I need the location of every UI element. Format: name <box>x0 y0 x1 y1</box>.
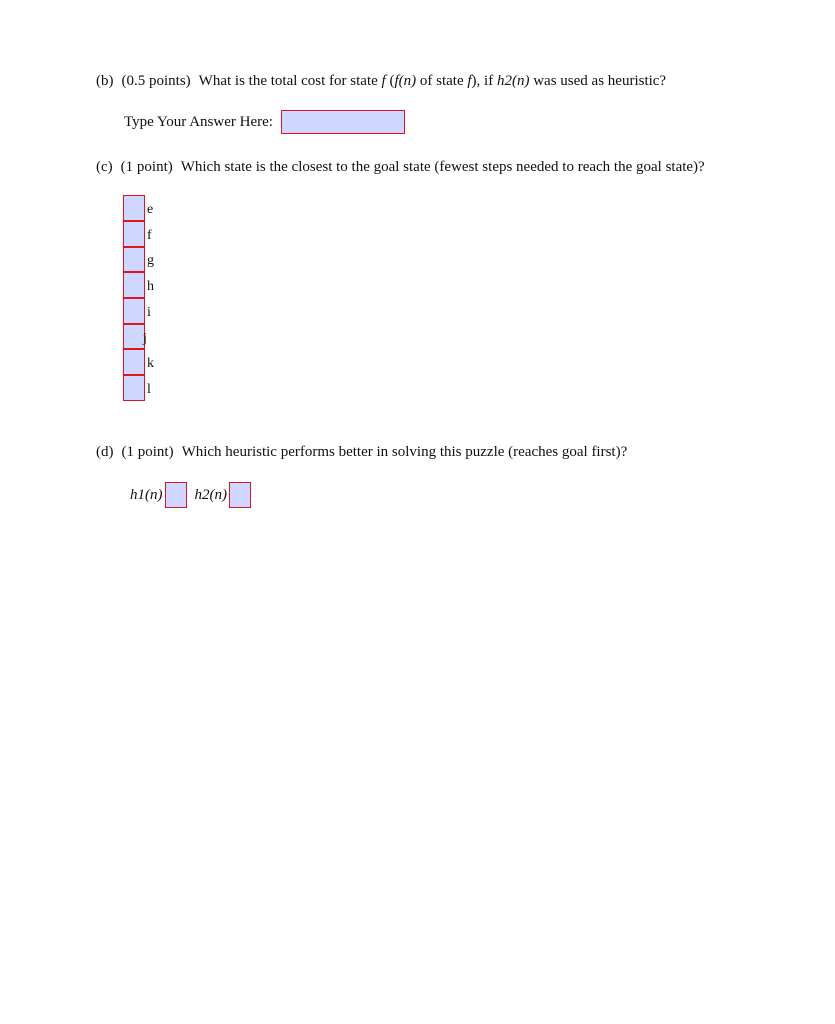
checkbox-i[interactable] <box>123 298 145 324</box>
checkbox-f[interactable] <box>123 221 145 247</box>
checkbox-g[interactable] <box>123 247 145 273</box>
answer-text-field[interactable] <box>281 110 405 134</box>
checklist-row-i <box>123 299 154 325</box>
answer-line-b <box>124 110 405 134</box>
question-b-text-3: if <box>484 73 494 89</box>
question-b-paren-close: ), <box>471 73 481 89</box>
question-b-h2-of-n: h2(n) <box>496 73 530 89</box>
question-b-text-1: What is the total cost for state <box>198 73 378 89</box>
question-b-text-2: of state <box>419 73 464 89</box>
question-d-points: (1 point) <box>121 444 174 460</box>
question-b <box>96 73 666 90</box>
checklist-row-f <box>123 222 154 248</box>
heuristic-choice <box>130 482 251 508</box>
checklist-row-h <box>123 273 154 299</box>
answer-prompt: Type Your Answer Here: <box>124 113 273 130</box>
question-c <box>96 159 705 176</box>
checklist-row-g <box>123 247 154 273</box>
question-c-text: Which state is the closest to the goal state (fewest steps needed to reach the goal state)? <box>180 159 705 175</box>
state-checklist <box>123 196 154 402</box>
checkbox-label-g: g <box>147 253 154 269</box>
checkbox-k[interactable] <box>123 349 145 375</box>
checklist-row-e <box>123 196 154 222</box>
question-b-points: (0.5 points) <box>121 73 191 89</box>
checkbox-label-l: l <box>147 381 151 397</box>
question-d-text: Which heuristic performs better in solving this puzzle (reaches goal first)? <box>181 444 628 460</box>
checkbox-label-j: j <box>143 331 147 347</box>
question-b-f-of-n: f(n) <box>394 73 417 89</box>
checkbox-label-h: h <box>147 279 154 295</box>
checkbox-label-f: f <box>147 227 152 243</box>
checklist-row-l <box>123 376 154 402</box>
question-b-var-f: f <box>381 73 386 89</box>
checkbox-h[interactable] <box>123 272 145 298</box>
question-d <box>96 444 627 461</box>
question-b-text-4: was used as heuristic? <box>533 73 667 89</box>
question-b-label: (b) <box>96 73 114 89</box>
question-c-label: (c) <box>96 159 113 175</box>
checkbox-l[interactable] <box>123 375 145 401</box>
choice-label-h1: h1(n) <box>130 486 163 503</box>
checkbox-label-k: k <box>147 356 154 372</box>
choice-label-h2: h2(n) <box>194 486 227 503</box>
checkbox-e[interactable] <box>123 195 145 221</box>
checklist-row-k <box>123 350 154 376</box>
checkbox-j[interactable] <box>123 324 145 350</box>
checkbox-h2[interactable] <box>229 482 251 508</box>
checkbox-label-e: e <box>147 202 154 217</box>
question-d-label: (d) <box>96 444 114 460</box>
question-b-paren-open: ( <box>389 73 395 89</box>
checklist-row-j <box>123 324 154 350</box>
checkbox-label-i: i <box>147 304 151 320</box>
question-c-points: (1 point) <box>120 159 173 175</box>
question-b-var-f-2: f <box>467 73 472 89</box>
checkbox-h1[interactable] <box>165 482 187 508</box>
